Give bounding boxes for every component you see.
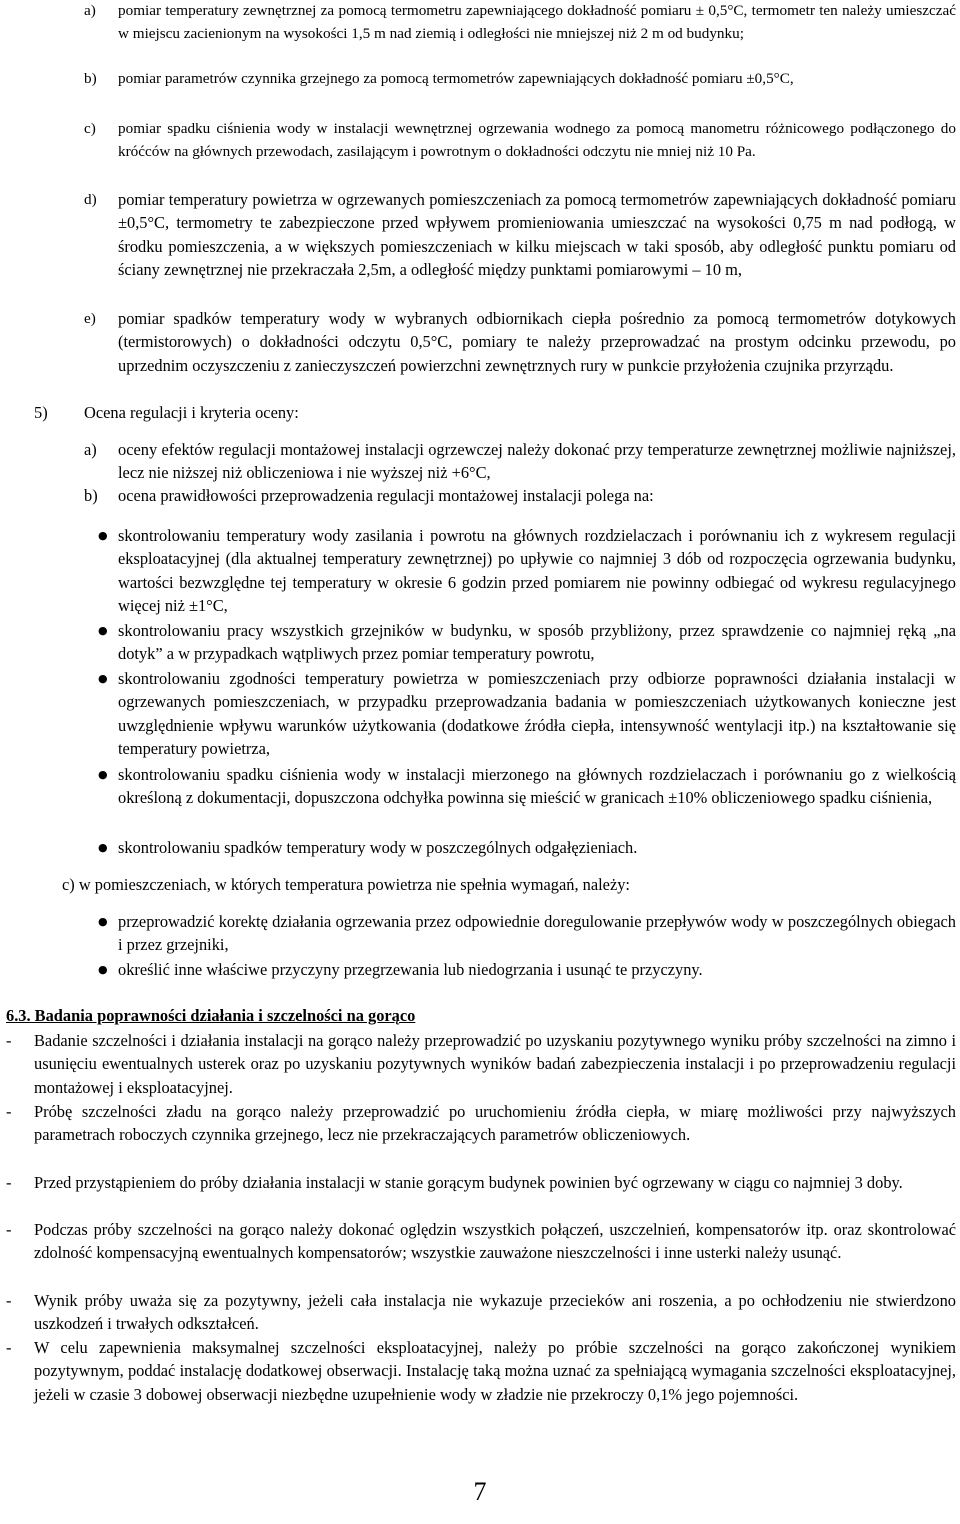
dash-text: Badanie szczelności i działania instalacji na gorąco należy przeprowadzić po uzyskaniu pozytywnego wyniku próby szczelności na zimno i usunięciu ewentualnych usterek oraz po uzyskaniu pozytywnych wyników badań zabezpieczenia instalacji i po przeprowadzeniu regulacji montażowej i eksploatacyjnej.: [34, 1031, 956, 1097]
dash-text: Wynik próby uważa się za pozytywny, jeżeli cała instalacja nie wykazuje przecieków ani roszenia, a po ochłodzeniu nie stwierdzono uszkodzeń i trwałych odkształceń.: [34, 1291, 956, 1334]
section-marker: 5): [34, 403, 48, 422]
bullet-text: skontrolowaniu pracy wszystkich grzejników w budynku, w sposób przybliżony, przez sprawdzenie co najmniej ręką „na dotyk” a w przypadkach wątpliwych przez pomiar temperatury powrotu,: [118, 621, 956, 664]
item-text: pomiar spadków temperatury wody w wybranych odbiornikach ciepła pośrednio za pomocą termometrów dotykowych (termistorowych) o dokładności odczytu 0,5°C, pomiary te należy przeprowadzać na prostym odcinku przewodu, po uprzednim oczyszczeniu z zanieczyszczeń powierzchni zewnętrznych rury w punkcie przyłożenia czujnika przyrządu.: [118, 309, 956, 375]
section-title: Ocena regulacji i kryteria oceny:: [84, 403, 299, 422]
item-marker: b): [84, 486, 98, 505]
bullet-icon: ●: [98, 529, 108, 542]
item-text: pomiar spadku ciśnienia wody w instalacji wewnętrznej ogrzewania wodnego za pomocą manometru różnicowego podłączonego do króćców na głównych przewodach, zasilającym i powrotnym o dokładności odczytu nie mniej niż 10 Pa.: [118, 120, 956, 161]
bullet-item: [98, 763, 956, 810]
dash-text: W celu zapewnienia maksymalnej szczelności eksploatacyjnej, należy po próbie szczelności na gorąco zakończonej wynikiem pozytywnym, poddać instalację dodatkowej obserwacji. Instalację taką można uznać za spełniającą wymagania szczelności eksploatacyjnej, jeżeli w czasie 3 dobowej obserwacji niezbędne uzupełnienie wody w zładzie nie przekroczy 0,1% jego pojemności.: [34, 1338, 956, 1404]
dash-item: [6, 1218, 956, 1265]
dash-item: [6, 1100, 956, 1147]
dash-text: Próbę szczelności zładu na gorąco należy przeprowadzić po uruchomieniu źródła ciepła, w miarę możliwości przy najwyższych parametrach roboczych czynnika grzejnego, lecz nie przekraczających parametrów obliczeniowych.: [34, 1102, 956, 1145]
dash-marker: -: [6, 1031, 12, 1050]
bullet-text: określić inne właściwe przyczyny przegrzewania lub niedogrzania i usunąć te przyczyny.: [118, 960, 703, 979]
item-marker: b): [84, 70, 97, 87]
section-heading: 6.3. Badania poprawności działania i szczelności na gorąco: [6, 1006, 416, 1025]
dash-item: [6, 1336, 956, 1406]
bullet-item: [98, 910, 956, 957]
bullet-text: skontrolowaniu spadków temperatury wody w poszczególnych odgałęzieniach.: [118, 838, 638, 857]
bullet-item: [98, 619, 956, 666]
item-marker: d): [84, 191, 97, 208]
dash-marker: -: [6, 1338, 12, 1357]
bullet-text: skontrolowaniu spadku ciśnienia wody w instalacji mierzonego na głównych rozdzielaczach i porównaniu go z wielkością określoną z dokumentacji, dopuszczona odchyłka powinna się mieścić w granicach ±10% obliczeniowego spadku ciśnienia,: [118, 765, 956, 808]
measurement-item-c: [84, 117, 956, 164]
bullet-icon: ●: [98, 915, 108, 928]
dash-text: Podczas próby szczelności na gorąco należy dokonać oględzin wszystkich połączeń, uszczelnień, kompensatorów itp. oraz skontrolować zdolność kompensacyjną ewentualnych kompensatorów; wszystkie zauważone nieszczelności i inne usterki należy usunąć.: [34, 1220, 956, 1263]
bullet-item: [98, 836, 956, 859]
item-text: oceny efektów regulacji montażowej instalacji ogrzewczej należy dokonać przy temperaturze zewnętrznej możliwie najniższej, lecz nie niższej niż obliczeniowa i nie wyższej niż +6°C,: [118, 440, 956, 483]
bullet-icon: ●: [98, 768, 108, 781]
section-5-item-b: [84, 484, 956, 507]
bullet-icon: ●: [98, 841, 108, 854]
page-number: 7: [473, 1477, 487, 1506]
section-5-item-a: [84, 438, 956, 485]
dash-marker: -: [6, 1291, 12, 1310]
item-marker: c): [84, 120, 96, 137]
measurement-item-a: [84, 0, 956, 46]
section-5-item-c: c) w pomieszczeniach, w których temperatura powietrza nie spełnia wymagań, należy:: [62, 875, 630, 894]
measurement-item-e: [84, 307, 956, 377]
bullet-text: skontrolowaniu zgodności temperatury powietrza w pomieszczeniach przy odbiorze poprawności działania instalacji w ogrzewanych pomieszczeniach, w przypadku przeprowadzania badania w pomieszczeniach użytkowanych konieczne jest uwzględnienie wpływu warunków użytkowania (dodatkowe źródła ciepła, intensywność wentylacji itp.) na kształtowanie się temperatury powietrza,: [118, 669, 956, 759]
bullet-text: skontrolowaniu temperatury wody zasilania i powrotu na głównych rozdzielaczach i porównaniu ich z wykresem regulacji eksploatacyjnej (dla aktualnej temperatury zewnętrznej) po upływie co najmniej 3 dób od rozpoczęcia ogrzewania budynku, wartości bezwzględne tej temperatury w okresie 6 godzin przed pomiarem nie powinny odbiegać od wykresu regulacyjnego więcej niż ±1°C,: [118, 526, 956, 616]
item-text: ocena prawidłowości przeprowadzenia regulacji montażowej instalacji polega na:: [118, 486, 654, 505]
bullet-icon: ●: [98, 963, 108, 976]
bullet-icon: ●: [98, 672, 108, 685]
dash-marker: -: [6, 1173, 12, 1192]
bullet-item: [98, 667, 956, 761]
bullet-icon: ●: [98, 624, 108, 637]
dash-item: [6, 1289, 956, 1336]
dash-marker: -: [6, 1220, 12, 1239]
item-marker: e): [84, 310, 96, 327]
item-marker: a): [84, 440, 97, 459]
bullet-item: [98, 958, 956, 981]
item-marker: a): [84, 2, 96, 19]
dash-marker: -: [6, 1102, 12, 1121]
dash-item: [6, 1029, 956, 1099]
dash-text: Przed przystąpieniem do próby działania instalacji w stanie gorącym budynek powinien być ogrzewany w ciągu co najmniej 3 doby.: [34, 1173, 903, 1192]
measurement-item-d: [84, 188, 956, 282]
bullet-text: przeprowadzić korektę działania ogrzewania przez odpowiednie doregulowanie przepływów wody w poszczególnych obiegach i przez grzejniki,: [118, 912, 956, 955]
dash-item: [6, 1171, 956, 1194]
item-text: pomiar parametrów czynnika grzejnego za pomocą termometrów zapewniających dokładność pomiaru ±0,5°C,: [118, 70, 794, 87]
item-text: pomiar temperatury zewnętrznej za pomocą termometru zapewniającego dokładność pomiaru ± 0,5°C, termometr ten należy umieszczać w miejscu zacienionym na wysokości 1,5 m nad ziemią i odległości nie mniejszej niż 2 m od budynku;: [118, 2, 956, 43]
measurement-item-b: [84, 67, 956, 90]
section-5-header: [34, 401, 934, 424]
item-text: pomiar temperatury powietrza w ogrzewanych pomieszczeniach za pomocą termometrów zapewniających dokładność pomiaru ±0,5°C, termometry te zabezpieczone przed wpływem promieniowania umieszczać na wysokości 0,75 m nad podłogą, w środku pomieszczenia, a w większych pomieszczeniach w kilku miejscach w taki sposób, aby odległość punktu pomiaru od ściany zewnętrznej nie przekraczała 2,5m, a odległość między punktami pomiarowymi – 10 m,: [118, 190, 956, 280]
bullet-item: [98, 524, 956, 618]
